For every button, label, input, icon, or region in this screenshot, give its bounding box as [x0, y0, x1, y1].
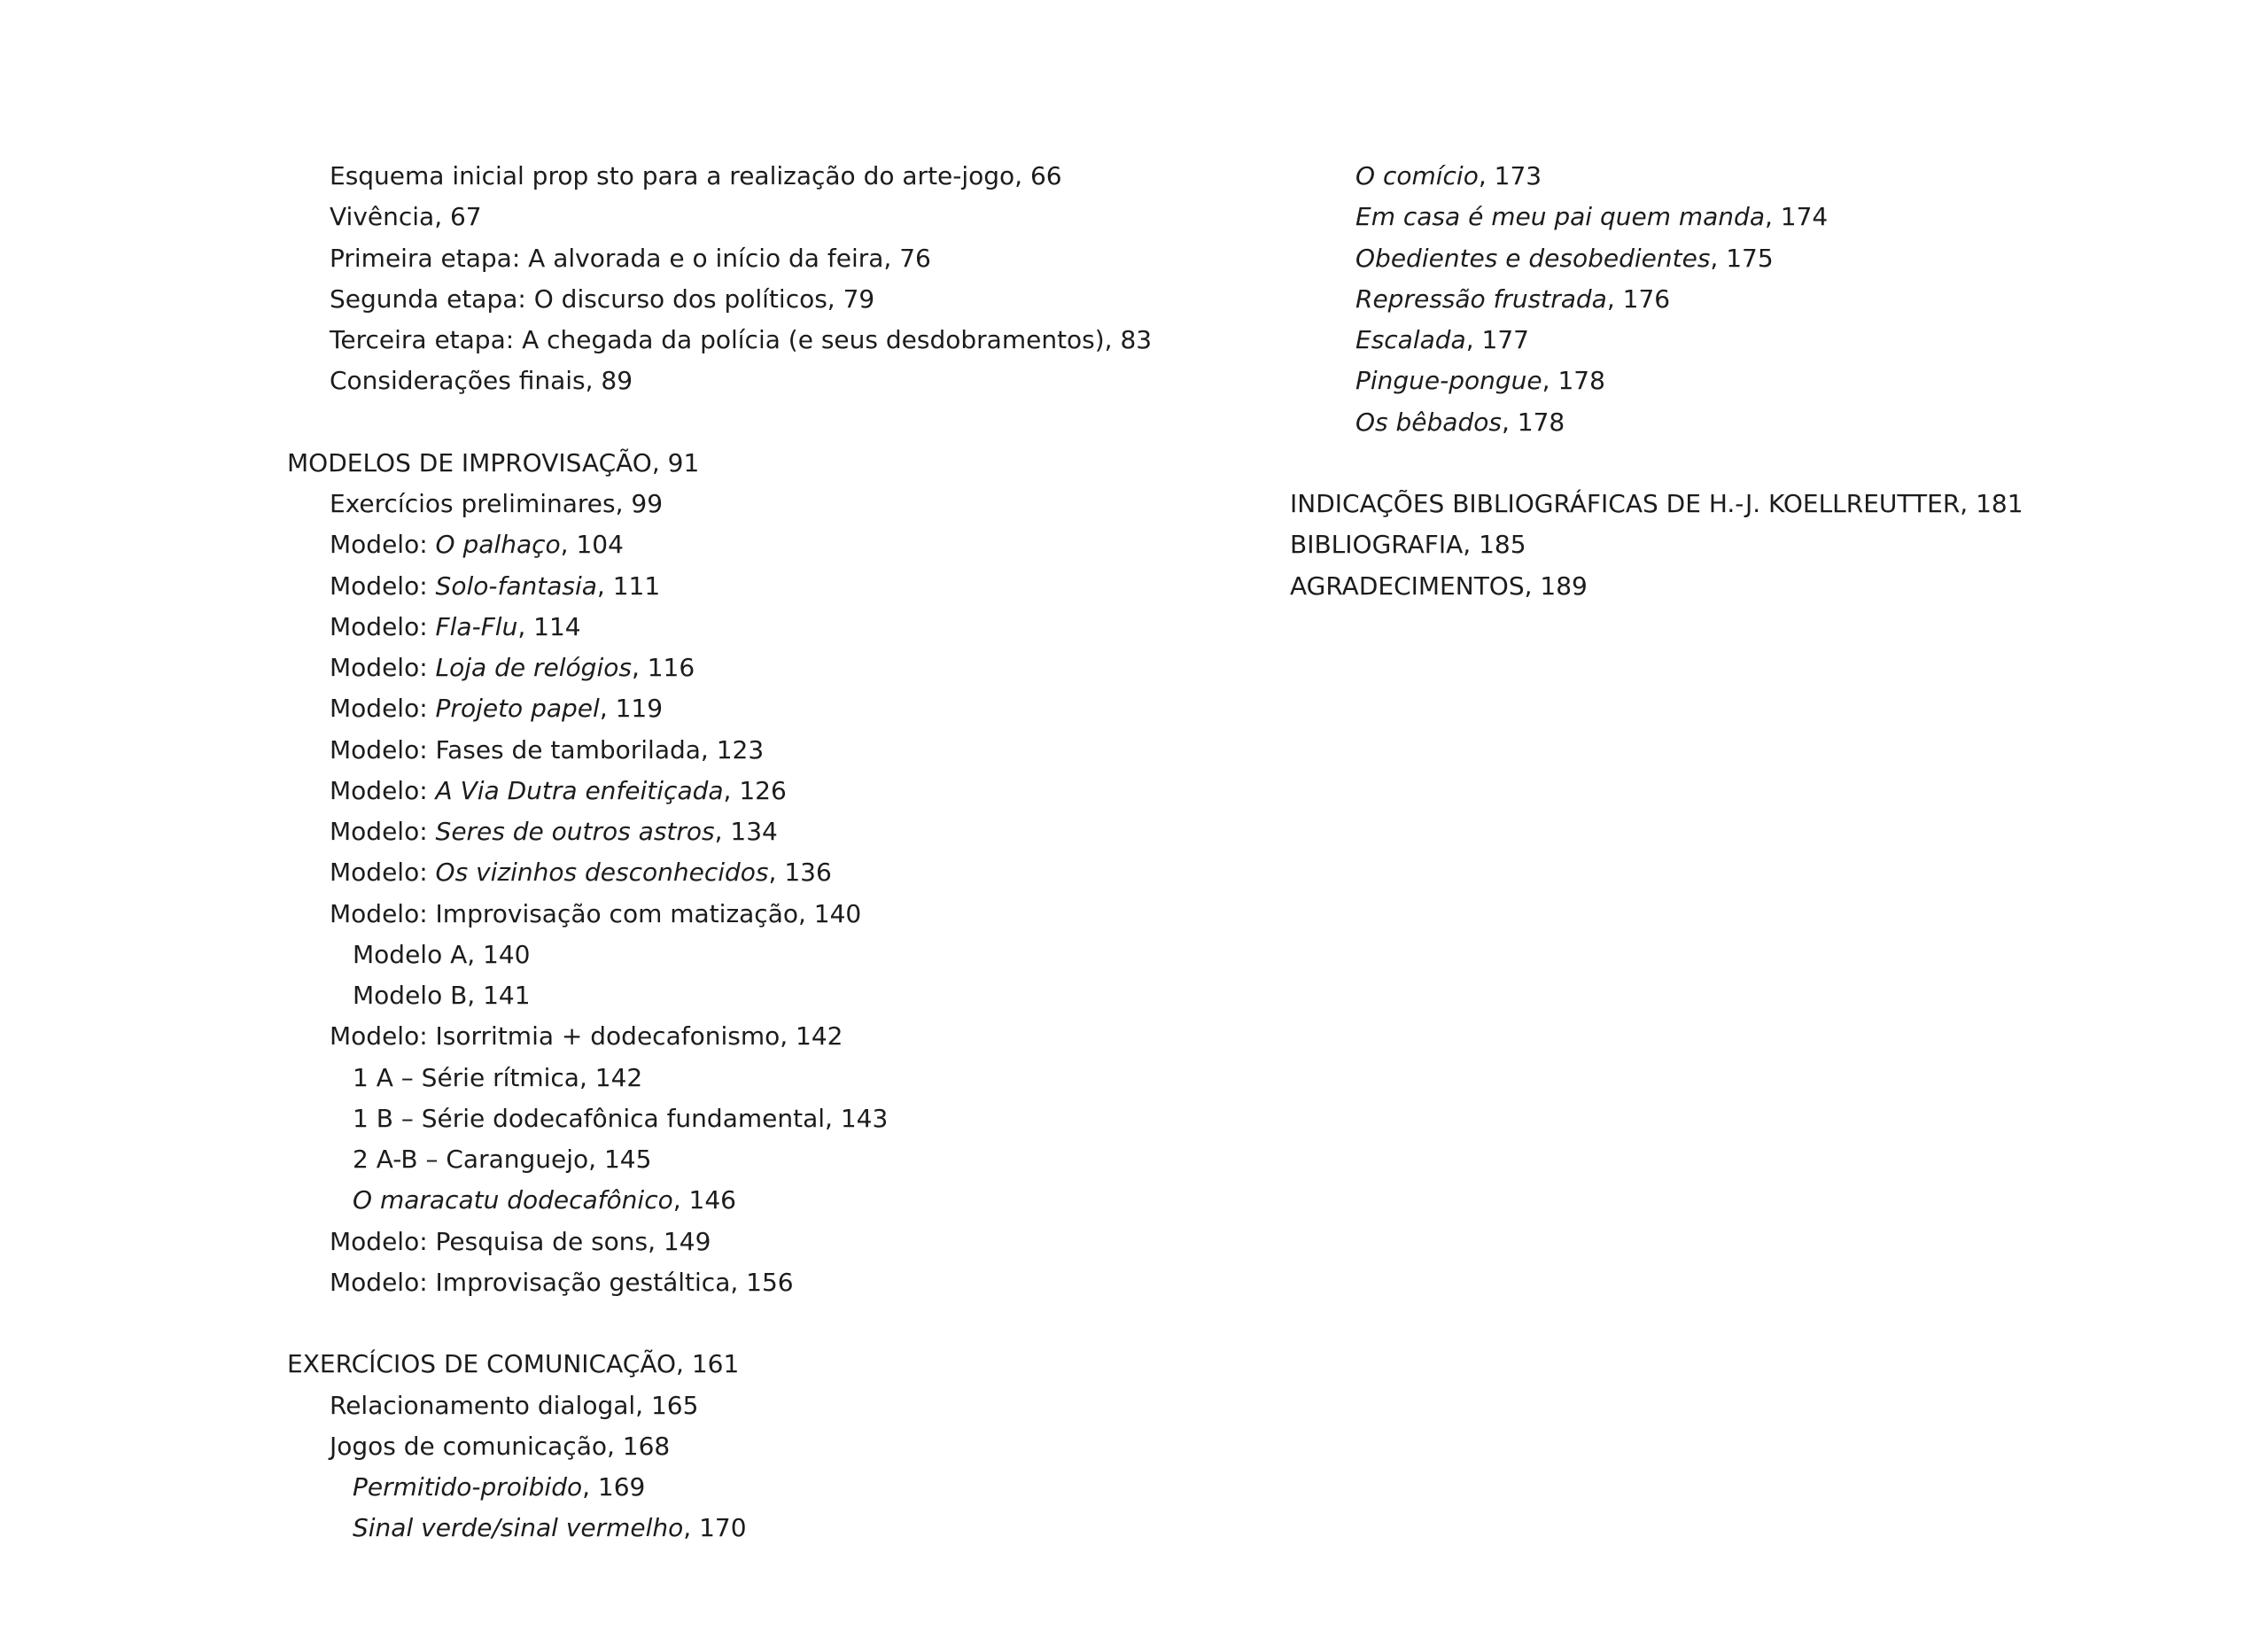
toc-entry-title-italic: Sinal verde/sinal vermelho	[353, 1513, 684, 1543]
toc-entry-text: , 104	[560, 530, 624, 560]
toc-entry	[287, 1508, 1262, 1548]
toc-section-heading	[287, 443, 1262, 484]
toc-entry-title-italic: Projeto papel	[435, 694, 600, 724]
toc-right-column	[1290, 156, 2229, 607]
toc-entry	[287, 1016, 1262, 1057]
toc-entry	[287, 1386, 1262, 1426]
toc-entry	[287, 688, 1262, 729]
toc-entry-text: Modelo:	[330, 530, 436, 560]
toc-entry	[287, 730, 1262, 771]
toc-entry	[1290, 361, 2229, 401]
toc-entry	[1290, 279, 2229, 320]
toc-entry	[287, 524, 1262, 565]
toc-entry-text: Modelo:	[330, 611, 436, 641]
toc-entry-title-italic: Loja de relógios	[435, 653, 632, 682]
toc-entry	[287, 1222, 1262, 1262]
toc-entry	[287, 361, 1262, 401]
toc-entry	[287, 811, 1262, 852]
toc-spacer	[287, 402, 1262, 443]
toc-entry-title-italic: Fla-Flu	[435, 611, 518, 641]
toc-entry-title-italic: O palhaço	[435, 530, 561, 560]
toc-entry-text: Modelo: Isorritmia + dodecafonismo, 142	[330, 1021, 843, 1052]
toc-entry	[287, 1098, 1262, 1139]
toc-entry-title-italic: Os bêbados	[1355, 407, 1502, 437]
toc-entry	[1290, 238, 2229, 279]
toc-entry-text: Considerações finais, 89	[330, 366, 633, 396]
toc-entry-title-italic: Repressão frustrada	[1355, 283, 1607, 314]
toc-entry	[287, 238, 1262, 279]
toc-entry-text: Relacionamento dialogal, 165	[330, 1390, 699, 1420]
toc-entry	[287, 894, 1262, 935]
toc-entry	[287, 197, 1262, 237]
toc-entry-title-italic: Os vizinhos desconhecidos	[435, 858, 769, 888]
toc-entry-text: Modelo:	[330, 570, 436, 601]
toc-entry-title-italic: Solo-fantasia	[435, 570, 597, 601]
toc-entry-text: , 116	[631, 653, 695, 682]
toc-entry	[287, 1426, 1262, 1467]
toc-entry	[287, 156, 1262, 197]
toc-entry	[287, 320, 1262, 361]
toc-entry-text: MODELOS DE IMPROVISAÇÃO, 91	[287, 447, 700, 477]
toc-entry	[1290, 156, 2229, 197]
toc-spacer	[1290, 443, 2229, 484]
toc-entry-text: Modelo:	[330, 858, 436, 888]
toc-entry-text: BIBLIOGRAFIA, 185	[1290, 530, 1526, 560]
toc-entry	[287, 566, 1262, 607]
toc-entry-text: Modelo: Pesquisa de sons, 149	[330, 1226, 711, 1256]
toc-section-heading	[1290, 566, 2229, 607]
toc-entry-text: Modelo:	[330, 775, 436, 805]
toc-left-column	[287, 156, 1262, 1549]
toc-entry-text: Modelo: Improvisação gestáltica, 156	[330, 1267, 794, 1297]
toc-entry-text: Modelo: Improvisação com matização, 140	[330, 898, 862, 928]
toc-entry-text: , 170	[683, 1513, 747, 1543]
toc-entry	[287, 771, 1262, 811]
toc-entry-text: , 111	[596, 570, 661, 601]
toc-entry-text: , 114	[517, 611, 581, 641]
toc-entry-text: Exercícios preliminares, 99	[330, 489, 664, 518]
toc-entry	[287, 1467, 1262, 1508]
toc-entry-text: INDICAÇÕES BIBLIOGRÁFICAS DE H.-J. KOELLREUTTER, 181	[1290, 489, 2023, 518]
toc-entry	[287, 607, 1262, 648]
toc-entry-text: 2 A-B – Caranguejo, 145	[353, 1145, 652, 1174]
toc-entry	[1290, 402, 2229, 443]
toc-entry-text: Modelo B, 141	[353, 981, 531, 1010]
toc-entry-title-italic: Obedientes e desobedientes	[1355, 243, 1711, 273]
toc-entry-title-italic: O maracatu dodecafônico	[353, 1185, 673, 1215]
toc-entry-text: Primeira etapa: A alvorada e o início da feira, 76	[330, 243, 931, 273]
toc-entry	[287, 975, 1262, 1016]
toc-entry-text: AGRADECIMENTOS, 189	[1290, 570, 1588, 601]
toc-entry-text: 1 A – Série rítmica, 142	[353, 1062, 643, 1092]
toc-entry-text: , 119	[599, 694, 664, 724]
toc-entry	[287, 852, 1262, 893]
toc-entry-title-italic: Seres de outros astros	[435, 817, 715, 846]
toc-entry-text: , 169	[582, 1472, 646, 1502]
toc-entry-title-italic: O comício	[1355, 161, 1479, 190]
toc-entry-text: Esquema inicial prop sto para a realização do arte-jogo, 66	[330, 161, 1062, 190]
toc-entry-text: Segunda etapa: O discurso dos políticos, 79	[330, 283, 875, 314]
toc-entry-text: , 136	[768, 858, 832, 888]
toc-entry-text: Modelo: Fases de tamborilada, 123	[330, 734, 765, 765]
toc-entry-title-italic: Pingue-pongue	[1355, 366, 1542, 396]
toc-entry-text: , 146	[672, 1185, 736, 1215]
toc-entry	[287, 935, 1262, 975]
toc-spacer	[287, 1303, 1262, 1344]
toc-entry-text: Jogos de comunicação, 168	[330, 1431, 671, 1461]
toc-entry-text: , 177	[1465, 325, 1529, 354]
toc-entry-text: 1 B – Série dodecafônica fundamental, 143	[353, 1103, 889, 1133]
toc-entry	[1290, 197, 2229, 237]
toc-entry-text: , 178	[1501, 407, 1565, 437]
toc-entry-text: Modelo:	[330, 653, 436, 682]
toc-entry-text: Modelo:	[330, 817, 436, 846]
toc-entry	[287, 484, 1262, 524]
toc-entry-text: , 134	[714, 817, 778, 846]
toc-entry-text: EXERCÍCIOS DE COMUNICAÇÃO, 161	[287, 1349, 740, 1379]
toc-entry-text: , 175	[1710, 243, 1774, 273]
toc-entry-text: , 173	[1478, 161, 1542, 190]
toc-section-heading	[1290, 484, 2229, 524]
toc-entry-title-italic: Em casa é meu pai quem manda	[1355, 202, 1765, 232]
toc-entry-text: Modelo:	[330, 694, 436, 724]
toc-entry	[287, 1139, 1262, 1180]
toc-entry	[1290, 320, 2229, 361]
toc-entry	[287, 648, 1262, 688]
toc-section-heading	[1290, 524, 2229, 565]
toc-entry	[287, 1262, 1262, 1303]
toc-entry-text: , 176	[1606, 283, 1671, 314]
toc-entry	[287, 1180, 1262, 1221]
toc-entry-text: , 174	[1765, 202, 1829, 232]
toc-entry-text: Terceira etapa: A chegada da polícia (e seus desdobramentos), 83	[330, 325, 1153, 354]
toc-entry	[287, 1058, 1262, 1098]
toc-entry-text: Modelo A, 140	[353, 939, 531, 969]
toc-entry-text: , 126	[723, 775, 787, 805]
toc-section-heading	[287, 1344, 1262, 1385]
toc-entry-title-italic: Escalada	[1355, 325, 1466, 354]
toc-entry-title-italic: A Via Dutra enfeitiçada	[435, 775, 724, 805]
toc-entry-text: , 178	[1542, 366, 1605, 396]
toc-entry-title-italic: Permitido-proibido	[353, 1472, 583, 1502]
toc-entry	[287, 279, 1262, 320]
toc-entry-text: Vivência, 67	[330, 202, 482, 232]
